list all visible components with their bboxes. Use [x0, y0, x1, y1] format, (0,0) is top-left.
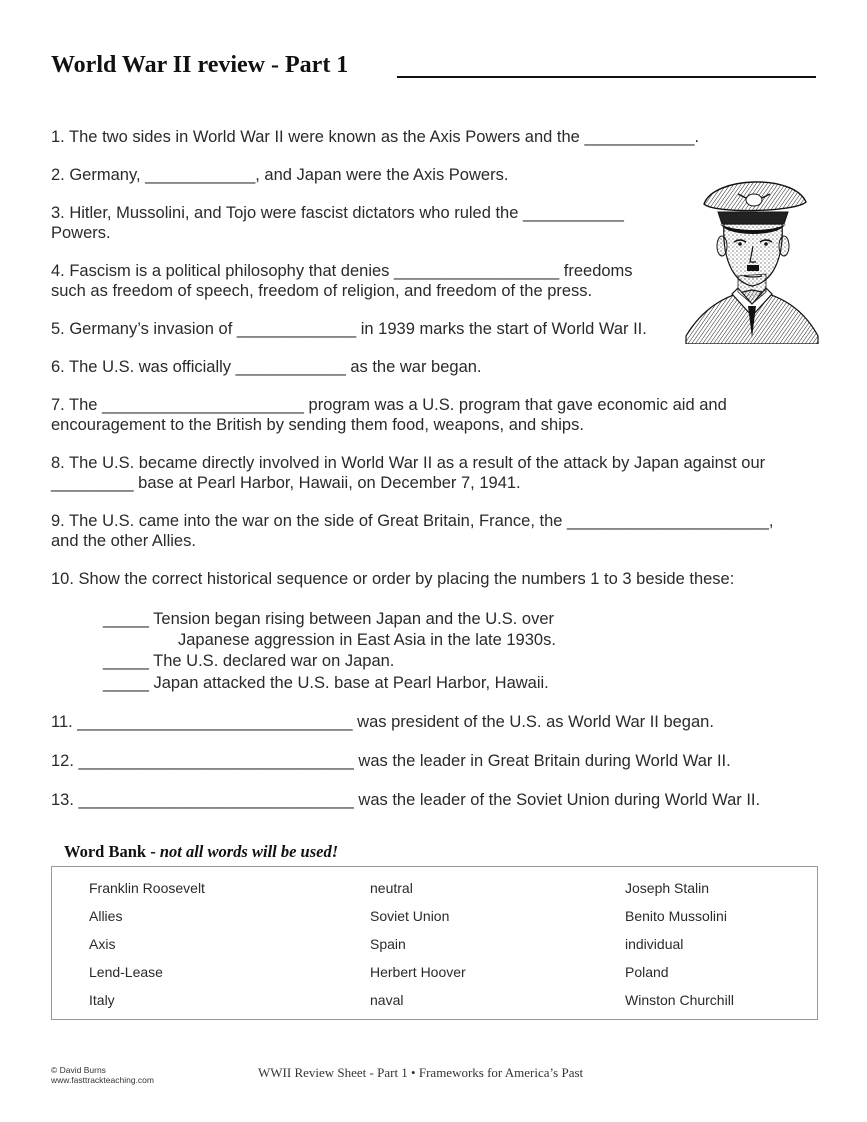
question-5: 5. Germany’s invasion of _____________ in 1939 marks the start of World War II.: [51, 320, 647, 338]
word-bank-title: Word Bank -: [64, 842, 160, 861]
question-10: 10. Show the correct historical sequence or order by placing the numbers 1 to 3 beside these:: [51, 570, 735, 588]
question-12: 12. ______________________________ was the leader in Great Britain during World War II.: [51, 752, 731, 770]
question-13: 13. ______________________________ was the leader of the Soviet Union during World War II.: [51, 791, 761, 809]
copyright-text: © David Burns: [51, 1065, 106, 1075]
footer-caption: WWII Review Sheet - Part 1 • Frameworks for America’s Past: [258, 1065, 584, 1080]
copyright-block: [51, 1065, 154, 1085]
word-bank-term: Italy: [89, 992, 115, 1008]
sequence-item-1-cont: Japanese aggression in East Asia in the late 1930s.: [178, 631, 556, 649]
page-title: World War II review - Part 1: [51, 52, 349, 78]
question-11: 11. ______________________________ was president of the U.S. as World War II began.: [51, 713, 714, 731]
word-bank-term: Herbert Hoover: [370, 964, 466, 980]
question-7-line-2: encouragement to the British by sending them food, weapons, and ships.: [51, 416, 584, 434]
word-bank-term: naval: [370, 992, 404, 1008]
word-bank-term: individual: [625, 936, 684, 952]
word-bank-heading: [64, 842, 338, 862]
word-bank-term: Poland: [625, 964, 669, 980]
word-bank-term: Soviet Union: [370, 908, 450, 924]
word-bank-term: Franklin Roosevelt: [89, 880, 205, 896]
word-bank-term: Benito Mussolini: [625, 908, 727, 924]
dictator-portrait-illustration: [684, 166, 820, 344]
word-bank-term: Spain: [370, 936, 406, 952]
question-6: 6. The U.S. was officially ____________ as the war began.: [51, 358, 482, 376]
word-bank-term: Winston Churchill: [625, 992, 734, 1008]
word-bank-box: [51, 866, 818, 1020]
question-8-line-2: _________ base at Pearl Harbor, Hawaii, on December 7, 1941.: [51, 474, 521, 492]
word-bank-term: neutral: [370, 880, 413, 896]
question-4-line-1: 4. Fascism is a political philosophy that denies __________________ freedoms: [51, 262, 633, 280]
sequence-item-3: _____ Japan attacked the U.S. base at Pearl Harbor, Hawaii.: [103, 674, 549, 692]
question-8-line-1: 8. The U.S. became directly involved in World War II as a result of the attack by Japan against our: [51, 454, 766, 472]
sequence-item-2: _____ The U.S. declared war on Japan.: [103, 652, 395, 670]
sequence-item-1: _____ Tension began rising between Japan and the U.S. over: [103, 610, 555, 628]
word-bank-term: Joseph Stalin: [625, 880, 710, 896]
word-bank-note: not all words will be used!: [159, 842, 339, 861]
word-bank-term: Axis: [89, 936, 116, 952]
question-9-line-2: and the other Allies.: [51, 532, 196, 550]
question-9-line-1: 9. The U.S. came into the war on the side of Great Britain, France, the ______________________,: [51, 512, 774, 530]
question-3-line-1: 3. Hitler, Mussolini, and Tojo were fascist dictators who ruled the ___________: [51, 204, 624, 222]
word-bank-term: Lend-Lease: [89, 964, 163, 980]
name-line: [397, 76, 816, 78]
question-1: 1. The two sides in World War II were known as the Axis Powers and the ____________.: [51, 128, 700, 146]
word-bank-term: Allies: [89, 908, 123, 924]
question-2: 2. Germany, ____________, and Japan were the Axis Powers.: [51, 166, 509, 184]
website-text: www.fasttrackteaching.com: [51, 1075, 154, 1085]
question-4-line-2: such as freedom of speech, freedom of religion, and freedom of the press.: [51, 282, 593, 300]
question-7-line-1: 7. The ______________________ program was a U.S. program that gave economic aid and: [51, 396, 727, 414]
question-3-line-2: Powers.: [51, 224, 111, 242]
